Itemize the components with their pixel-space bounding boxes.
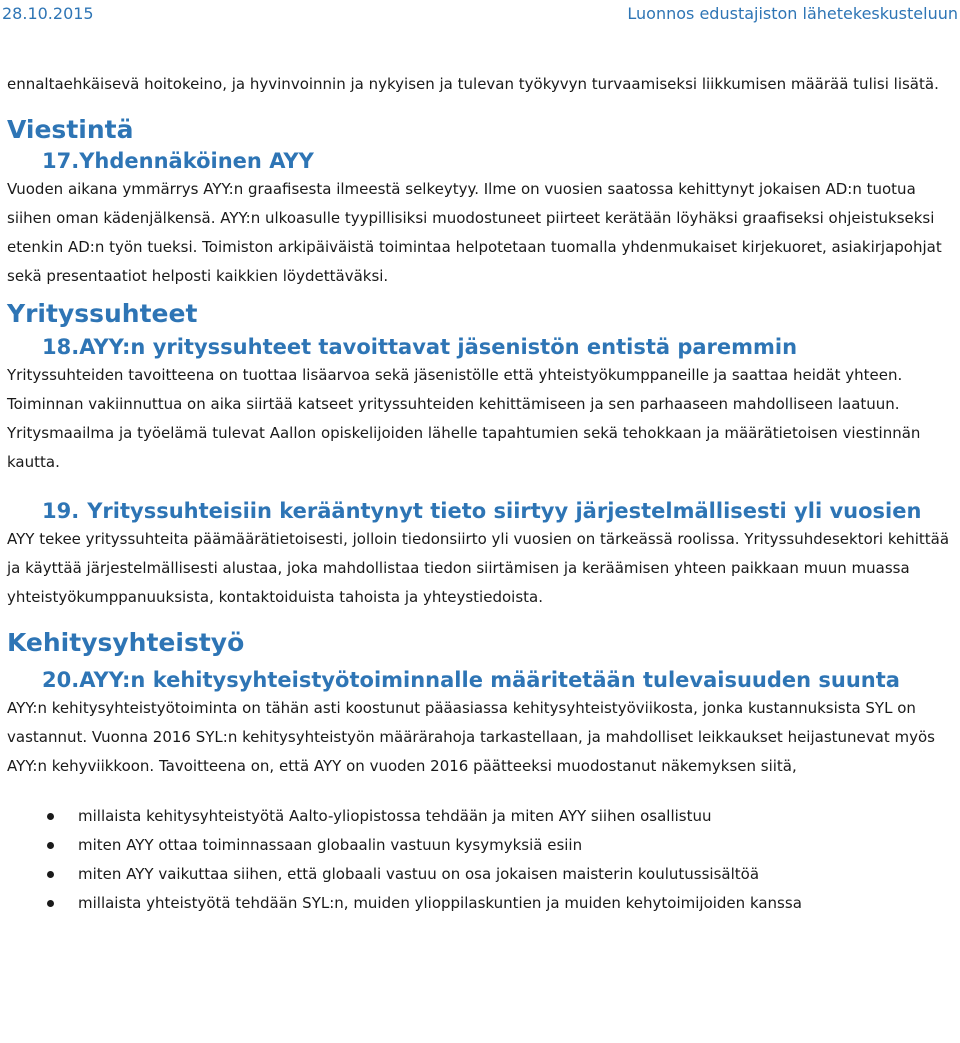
list-item [7, 860, 953, 889]
section-heading-kehitysyhteistyo: Kehitysyhteistyö [7, 628, 245, 657]
bullet-icon [47, 813, 54, 820]
subsection-number: 17. [42, 149, 80, 173]
bullet-icon [47, 900, 54, 907]
paragraph-19: AYY tekee yrityssuhteita päämäärätietoisesti, jolloin tiedonsiirto yli vuosien on tärkeässä roolissa. Yrityssuhdesektori kehittää ja käyttää järjestelmällisesti alustaa, joka mahdollistaa tiedon siirtämisen ja keräämisen yhteen paikkaan muun muassa yhteistyökumppanuuksista, kontaktoiduista tahoista ja yhteystiedoista. [7, 530, 950, 606]
paragraph-20: AYY:n kehitysyhteistyötoiminta on tähän asti koostunut pääasiassa kehitysyhteistyöviikosta, jonka kustannuksista SYL on vastannut. Vuonna 2016 SYL:n kehitysyhteistyön määrärahoja tarkastellaan, ja mahdolliset leikkaukset heijastunevat myös AYY:n kehyviikkoon. Tavoitteena on, että AYY on vuoden 2016 päätteeksi muodostanut näkemyksen siitä, [7, 699, 935, 775]
subsection-heading-17 [42, 147, 953, 175]
subsection-number: 18. [42, 335, 80, 359]
bullet-icon [47, 842, 54, 849]
subsection-title: Yhdennäköinen AYY [79, 149, 314, 173]
paragraph-17: Vuoden aikana ymmärrys AYY:n graafisesta ilmeestä selkeytyy. Ilme on vuosien saatossa kehittynyt jokaisen AD:n tuotua siihen oman kädenjälkensä. AYY:n ulkoasulle tyypillisiksi muodostuneet piirteet kerätään löyhäksi graafiseksi ohjeistukseksi etenkin AD:n työn tueksi. Toimiston arkipäiväistä toimintaa helpotetaan tuomalla yhdenmukaiset kirjekuoret, asiakirjapohjat sekä presentaatiot helposti kaikkien löydettäväksi. [7, 180, 942, 285]
header-title: Luonnos edustajiston lähetekeskusteluun [627, 4, 958, 23]
page-header [0, 0, 960, 30]
subsection-title: AYY:n kehitysyhteistyötoiminnalle määritetään tulevaisuuden suunta [79, 668, 900, 692]
subsection-heading-18 [42, 333, 953, 361]
bullet-icon [47, 871, 54, 878]
subsection-title: Yrityssuhteisiin kerääntynyt tieto siirtyy järjestelmällisesti yli vuosien [87, 499, 922, 523]
subsection-heading-20 [42, 666, 953, 694]
section-heading-viestinta: Viestintä [7, 115, 134, 144]
paragraph-18: Yrityssuhteiden tavoitteena on tuottaa lisäarvoa sekä jäsenistölle että yhteistyökumppaneille ja saattaa heidät yhteen. Toiminnan vakiinnuttua on aika siirtää katseet yrityssuhteiden kehittämiseen ja sen parhaaseen mahdolliseen laatuun. Yritysmaailma ja työelämä tulevat Aallon opiskelijoiden lähelle tapahtumien sekä tehokkaan ja määrätietoisen viestinnän kautta. [7, 366, 921, 471]
document-body [7, 70, 953, 918]
list-item-text: millaista kehitysyhteistyötä Aalto-yliopistossa tehdään ja miten AYY siihen osallistuu [78, 807, 712, 825]
list-item-text: miten AYY vaikuttaa siihen, että globaali vastuu on osa jokaisen maisterin koulutussisältöä [78, 865, 760, 883]
subsection-title: AYY:n yrityssuhteet tavoittavat jäsenistön entistä paremmin [79, 335, 798, 359]
subsection-number: 19. [42, 499, 80, 523]
list-item [7, 802, 953, 831]
subsection-heading-19 [42, 497, 953, 525]
bullet-list [7, 802, 953, 918]
list-item-text: millaista yhteistyötä tehdään SYL:n, muiden ylioppilaskuntien ja muiden kehytoimijoiden kanssa [78, 894, 802, 912]
intro-paragraph: ennaltaehkäisevä hoitokeino, ja hyvinvoinnin ja nykyisen ja tulevan työkyvyn turvaamiseksi liikkumisen määrää tulisi lisätä. [7, 75, 939, 93]
list-item-text: miten AYY ottaa toiminnassaan globaalin vastuun kysymyksiä esiin [78, 836, 583, 854]
header-date: 28.10.2015 [2, 4, 94, 23]
list-item [7, 831, 953, 860]
subsection-number: 20. [42, 668, 80, 692]
list-item [7, 889, 953, 918]
section-heading-yrityssuhteet: Yrityssuhteet [7, 299, 198, 328]
